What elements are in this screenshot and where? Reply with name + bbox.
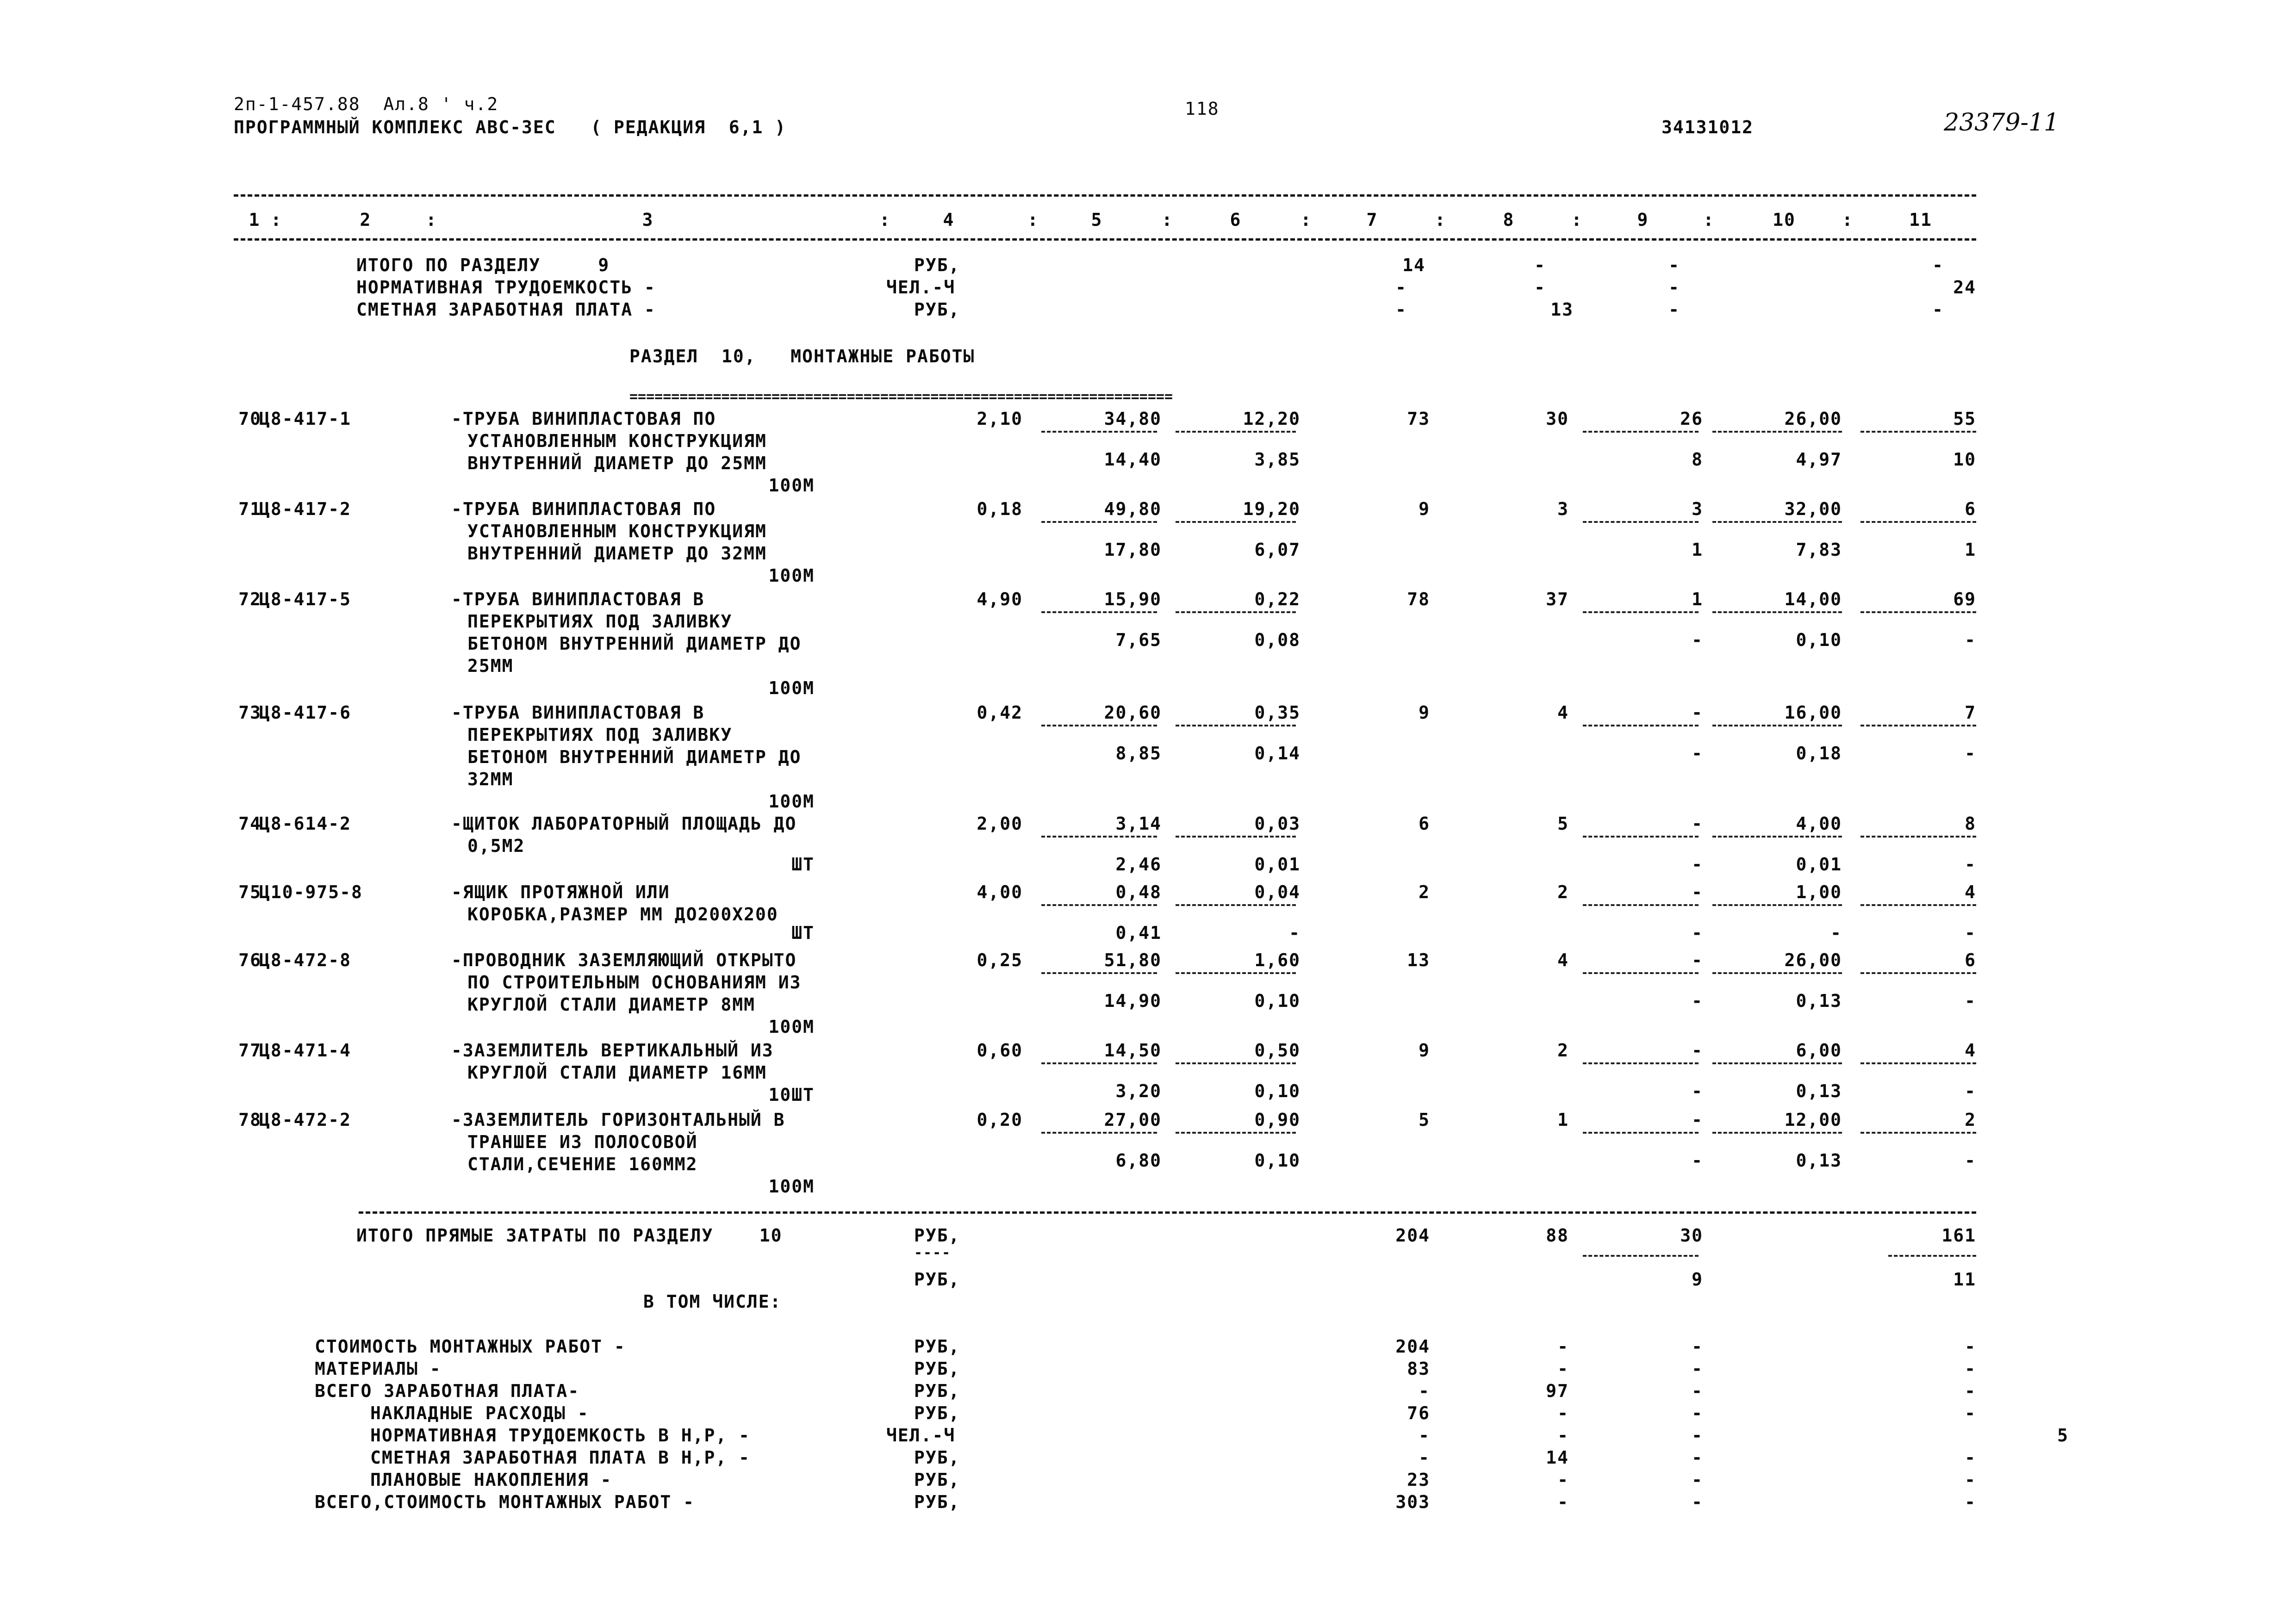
item-quantity: 0,20 — [977, 1110, 1023, 1130]
item-code: Ц8-417-5 — [259, 589, 352, 609]
total-cost: 9 — [1419, 702, 1430, 723]
item-description: БЕТОНОМ ВНУТРЕННИЙ ДИАМЕТР ДО — [467, 747, 802, 767]
item-number: 71 — [238, 499, 261, 519]
summary-unit: ЧЕЛ.-Ч — [886, 1425, 956, 1446]
total-cost: 6 — [1419, 813, 1430, 834]
summary-wages: - — [1557, 1359, 1569, 1379]
labor-total: 2 — [1965, 1110, 1976, 1130]
unit-price: 27,00 — [1104, 1110, 1162, 1130]
item-quantity: 0,18 — [977, 499, 1023, 519]
item-description: ТРАНШЕЕ ИЗ ПОЛОСОВОЙ — [467, 1132, 698, 1152]
summary-labor: - — [1692, 1492, 1703, 1512]
subtotal-rule — [1176, 904, 1296, 906]
labor-total: 4 — [1965, 1040, 1976, 1061]
item-number: 70 — [238, 409, 261, 429]
unit-price-wages: 0,90 — [1254, 1110, 1300, 1130]
summary-cost: - — [1419, 1381, 1430, 1401]
summary-wages: - — [1557, 1403, 1569, 1423]
section9-total-unit: РУБ, — [914, 255, 960, 275]
labor-hours: 3 — [1692, 499, 1703, 519]
labor-total-sub: 1 — [1965, 540, 1976, 560]
item-description: КРУГЛОЙ СТАЛИ ДИАМЕТР 16ММ — [467, 1062, 767, 1083]
labor-total: 8 — [1965, 813, 1976, 834]
unit-price: 49,80 — [1104, 499, 1162, 519]
column-header-9: 9 — [1637, 210, 1649, 230]
item-unit: 100М — [768, 565, 815, 586]
section9-total-label: ИТОГО ПО РАЗДЕЛУ 9 — [356, 255, 610, 275]
item-code: Ц10-975-8 — [259, 882, 363, 902]
summary-labor-total: - — [1965, 1381, 1976, 1401]
labor-hours: 1 — [1692, 589, 1703, 609]
item-description: КРУГЛОЙ СТАЛИ ДИАМЕТР 8ММ — [467, 994, 755, 1015]
unit-price-materials: 7,65 — [1115, 630, 1162, 650]
item-unit: 100М — [768, 1017, 815, 1037]
subtotal-rule — [1176, 611, 1296, 613]
subtotal-rule — [1712, 1062, 1842, 1064]
summary-wages: - — [1557, 1492, 1569, 1512]
summary-unit: РУБ, — [914, 1470, 960, 1490]
subtotal-rule — [1860, 836, 1976, 838]
header-top-rule — [234, 194, 1976, 197]
item-description: ВНУТРЕННИЙ ДИАМЕТР ДО 25ММ — [467, 453, 767, 473]
subtotal-rule — [1712, 904, 1842, 906]
summary-unit: РУБ, — [914, 1359, 960, 1379]
item-code: Ц8-472-8 — [259, 950, 352, 970]
summary-wages: 14 — [1546, 1447, 1569, 1468]
labor-norm: 26,00 — [1784, 950, 1842, 970]
item-description: -ТРУБА ВИНИПЛАСТОВАЯ В — [451, 589, 705, 609]
unit-price-materials: 0,41 — [1115, 923, 1162, 943]
subtotal-rule — [1712, 611, 1842, 613]
labor-norm-sub: 0,18 — [1796, 743, 1842, 763]
labor-hours-sub: - — [1692, 854, 1703, 875]
total-wages: 30 — [1546, 409, 1569, 429]
item-description: ПО СТРОИТЕЛЬНЫМ ОСНОВАНИЯМ ИЗ — [467, 972, 802, 993]
summary-wages: - — [1557, 1470, 1569, 1490]
item-description: -ЗАЗЕМЛИТЕЛЬ ГОРИЗОНТАЛЬНЫЙ В — [451, 1110, 785, 1130]
subtotal-rule — [1860, 972, 1976, 974]
subtotal-rule — [1583, 972, 1699, 974]
item-description: -ТРУБА ВИНИПЛАСТОВАЯ ПО — [451, 409, 716, 429]
unit-price-machines: 0,14 — [1254, 743, 1300, 763]
unit-price-materials: 14,40 — [1104, 449, 1162, 470]
subtotal-rule — [1176, 725, 1296, 726]
summary-labor: - — [1692, 1381, 1703, 1401]
item-description: КОРОБКА,РАЗМЕР ММ ДО200Х200 — [467, 904, 778, 925]
unit-price-machines: 3,85 — [1254, 449, 1300, 470]
item-code: Ц8-472-2 — [259, 1110, 352, 1130]
summary-labor-total: - — [1965, 1336, 1976, 1357]
labor-total-sub: - — [1965, 991, 1976, 1011]
subtotal-rule — [1712, 431, 1842, 433]
unit-price-wages: 19,20 — [1243, 499, 1300, 519]
summary-wages: - — [1557, 1425, 1569, 1446]
labor-hours-sub: - — [1692, 991, 1703, 1011]
total-cost: 73 — [1407, 409, 1430, 429]
unit-price: 20,60 — [1104, 702, 1162, 723]
labor-norm-sub: 0,13 — [1796, 991, 1842, 1011]
total-cost: 78 — [1407, 589, 1430, 609]
unit-price: 3,14 — [1115, 813, 1162, 834]
labor-norm-sub: 0,10 — [1796, 630, 1842, 650]
subtotal-rule — [1041, 521, 1157, 523]
unit-price-machines: 6,07 — [1254, 540, 1300, 560]
labor-total-sub: 10 — [1953, 449, 1976, 470]
item-unit: 10ШТ — [768, 1085, 815, 1105]
totals-rule — [359, 1211, 1976, 1214]
labor-total-sub: - — [1965, 1150, 1976, 1171]
unit-price-wages: 0,50 — [1254, 1040, 1300, 1061]
subtotal-rule — [1176, 431, 1296, 433]
item-description: -ТРУБА ВИНИПЛАСТОВАЯ ПО — [451, 499, 716, 519]
summary-label: ПЛАНОВЫЕ НАКОПЛЕНИЯ - — [370, 1470, 612, 1490]
subtotal-rule — [1583, 836, 1699, 838]
labor-hours: 26 — [1680, 409, 1703, 429]
subtotal-rule — [1041, 611, 1157, 613]
total-cost: 9 — [1419, 1040, 1430, 1061]
item-quantity: 4,90 — [977, 589, 1023, 609]
subtotal-rule — [1583, 1062, 1699, 1064]
summary-unit: РУБ, — [914, 1492, 960, 1512]
total-cost: 5 — [1419, 1110, 1430, 1130]
unit-price: 0,48 — [1115, 882, 1162, 902]
labor-hours: - — [1692, 950, 1703, 970]
unit-price-machines: 0,10 — [1254, 1081, 1300, 1101]
unit-price: 15,90 — [1104, 589, 1162, 609]
labor-total-sub: - — [1965, 854, 1976, 875]
labor-total: 4 — [1965, 882, 1976, 902]
subtotal-rule — [1583, 611, 1699, 613]
direct-total-label: ИТОГО ПРЯМЫЕ ЗАТРАТЫ ПО РАЗДЕЛУ 10 — [356, 1225, 783, 1246]
subtotal-rule — [1176, 521, 1296, 523]
labor-total: 69 — [1953, 589, 1976, 609]
labor-hours-sub: 8 — [1692, 449, 1703, 470]
labor-total-sub: - — [1965, 1081, 1976, 1101]
total-wages: 4 — [1557, 950, 1569, 970]
summary-label: МАТЕРИАЛЫ - — [315, 1359, 442, 1379]
subtotal-rule — [1583, 904, 1699, 906]
labor-total-sub: - — [1965, 743, 1976, 763]
unit-price-machines: 0,08 — [1254, 630, 1300, 650]
item-number: 78 — [238, 1110, 261, 1130]
summary-cost: 23 — [1407, 1470, 1430, 1490]
item-number: 77 — [238, 1040, 261, 1061]
item-description: -ЗАЗЕМЛИТЕЛЬ ВЕРТИКАЛЬНЫЙ ИЗ — [451, 1040, 774, 1061]
total-wages: 37 — [1546, 589, 1569, 609]
labor-hours-sub: - — [1692, 743, 1703, 763]
unit-price: 34,80 — [1104, 409, 1162, 429]
item-description: -ЩИТОК ЛАБОРАТОРНЫЙ ПЛОЩАДЬ ДО — [451, 813, 797, 834]
unit-price-machines: 0,01 — [1254, 854, 1300, 875]
section9-labor-label: НОРМАТИВНАЯ ТРУДОЕМКОСТЬ - — [356, 277, 656, 298]
subtotal-rule — [1041, 431, 1157, 433]
summary-label: НОРМАТИВНАЯ ТРУДОЕМКОСТЬ В Н,Р, - — [370, 1425, 750, 1446]
unit-price-wages: 0,22 — [1254, 589, 1300, 609]
item-description: -ПРОВОДНИК ЗАЗЕМЛЯЮЩИЙ ОТКРЫТО — [451, 950, 797, 970]
item-number: 72 — [238, 589, 261, 609]
summary-labor: - — [1692, 1470, 1703, 1490]
column-header-4: 4 — [943, 210, 955, 230]
item-number: 74 — [238, 813, 261, 834]
labor-norm-sub: 0,01 — [1796, 854, 1842, 875]
item-description: 0,5М2 — [467, 836, 525, 856]
summary-labor-total: - — [1965, 1492, 1976, 1512]
item-unit: 100М — [768, 791, 815, 812]
total-cost: 13 — [1407, 950, 1430, 970]
unit-price-materials: 14,90 — [1104, 991, 1162, 1011]
subtotal-rule — [1176, 836, 1296, 838]
total-wages: 1 — [1557, 1110, 1569, 1130]
document-page: 2п-1-457.88 Ал.8 ' ч.2 ПРОГРАММНЫЙ КОМПЛЕКС АВС-ЗЕС ( РЕДАКЦИЯ 6,1 ) 118 34131012 23379-11 1 : 2 : 3 : 4 : 5 : 6 : 7 : 8 : 9 : 10 : 11 ИТОГО ПО РАЗДЕЛУ 9 РУБ, 14 - - - НОРМАТИВНАЯ ТРУДОЕМКОСТЬ - ЧЕЛ.-Ч - - - 24 СМЕТНАЯ ЗАРАБОТНАЯ ПЛАТА - РУБ, - 13 - - РАЗДЕЛ 10, МОНТАЖНЫЕ РАБОТЫ ================================================================= 70 Ц8-417-1 -ТРУБА ВИНИПЛАСТОВАЯ ПО УСТАНОВЛЕННЫМ КОНСТРУКЦИЯМ ВНУТРЕННИЙ ДИАМЕТР ДО 25ММ 100М 2,10 34,80 12,20 73 30 26 26,00 55 14,40 3,85 8 4,97 10 71 Ц8-417-2 -ТРУБА ВИНИПЛАСТОВАЯ ПО УСТАНОВЛЕННЫМ КОНСТРУКЦИЯМ ВНУТРЕННИЙ ДИАМЕТР ДО 32ММ 100М 0,18 49,80 19,20 9 3 3 32,00 6 17,80 6,07 1 7,83 1 72 Ц8-417-5 -ТРУБА ВИНИПЛАСТОВАЯ В ПЕРЕКРЫТИЯХ ПОД ЗАЛИВКУ БЕТОНОМ ВНУТРЕННИЙ ДИАМЕТР ДО 25ММ 100М 4,90 15,90 0,22 78 37 1 14,00 69 7,65 0,08 - 0,10 - 73 Ц8-417-6 -ТРУБА ВИНИПЛАСТОВАЯ В ПЕРЕКРЫТИЯХ ПОД ЗАЛИВКУ БЕТОНОМ ВНУТРЕННИЙ ДИАМЕТР ДО 32ММ 100М 0,42 20,60 0,35 9 4 - 16,00 7 8,85 0,14 - 0,18 - 74 Ц8-614-2 -ЩИТОК ЛАБОРАТОРНЫЙ ПЛОЩАДЬ ДО 0,5М2 ШТ 2,00 3,14 0,03 6 5 - 4,00 8 2,46 0,01 - 0,01 - 75 Ц10-975-8 -ЯЩИК ПРОТЯЖНОЙ ИЛИ КОРОБКА,РАЗМЕР ММ ДО200Х200 ШТ 4,00 0,48 0,04 2 2 - 1,00 4 0,41 - - - - 76 Ц8-472-8 -ПРОВОДНИК ЗАЗЕМЛЯЮЩИЙ ОТКРЫТО ПО СТРОИТЕЛЬНЫМ ОСНОВАНИЯМ ИЗ КРУГЛОЙ СТАЛИ ДИАМЕТР 8ММ 100М 0,25 51,80 1,60 13 4 - 26,00 6 14,90 0,10 - 0,13 - 77 Ц8-471-4 -ЗАЗЕМЛИТЕЛЬ ВЕРТИКАЛЬНЫЙ ИЗ КРУГЛОЙ СТАЛИ ДИАМЕТР 16ММ 10ШТ 0,60 14,50 0,50 9 2 - 6,00 4 3,20 0,10 - 0,13 - 78 Ц8-472-2 -ЗАЗЕМЛИТЕЛЬ ГОРИЗОНТАЛЬНЫЙ В ТРАНШЕЕ ИЗ ПОЛОСОВОЙ СТАЛИ,СЕЧЕНИЕ 160ММ2 100М 0,20 27,00 0,90 5 1 - 12,00 2 6,80 0,10 - 0,13 - ИТОГО ПРЯМЫЕ ЗАТРАТЫ ПО РАЗДЕЛУ 10 РУБ, ---- 204 88 30 161 РУБ, 9 11 В ТОМ ЧИСЛЕ: СТОИМОСТЬ МОНТАЖНЫХ РАБОТ - РУБ, 204 - - - МАТЕРИАЛЫ - РУБ, 83 - - - ВСЕГО ЗАРАБОТНАЯ ПЛАТА- РУБ, - 97 - - НАКЛАДНЫЕ РАСХОДЫ - РУБ, 76 - - - НОРМАТИВНАЯ ТРУДОЕМКОСТЬ В Н,Р, - ЧЕЛ.-Ч - - - 5 СМЕТНАЯ ЗАРАБОТНАЯ ПЛАТА В Н,Р, - РУБ, - 14 - - ПЛАНОВЫЕ НАКОПЛЕНИЯ - РУБ, 23 - - - ВСЕГО,СТОИМОСТЬ МОНТАЖНЫХ РАБОТ - РУБ, 303 - - - — [234, 94, 2069, 1512]
summary-labor-total: 5 — [2057, 1425, 2069, 1446]
labor-norm-sub: 7,83 — [1796, 540, 1842, 560]
album-reference: 2п-1-457.88 Ал.8 ' ч.2 — [234, 94, 499, 114]
item-description: СТАЛИ,СЕЧЕНИЕ 160ММ2 — [467, 1154, 698, 1174]
labor-hours-sub: - — [1692, 1081, 1703, 1101]
total-wages: 4 — [1557, 702, 1569, 723]
subtotal-rule — [1860, 611, 1976, 613]
subtotal-rule — [1583, 725, 1699, 726]
total-cost: 9 — [1419, 499, 1430, 519]
unit-price-wages: 0,35 — [1254, 702, 1300, 723]
total-wages: 2 — [1557, 882, 1569, 902]
labor-norm-sub: 4,97 — [1796, 449, 1842, 470]
summary-unit: РУБ, — [914, 1447, 960, 1468]
subtotal-rule — [1176, 972, 1296, 974]
item-description: БЕТОНОМ ВНУТРЕННИЙ ДИАМЕТР ДО — [467, 633, 802, 654]
unit-price-machines: - — [1289, 923, 1300, 943]
item-code: Ц8-614-2 — [259, 813, 352, 834]
labor-total-sub: - — [1965, 630, 1976, 650]
labor-total: 7 — [1965, 702, 1976, 723]
column-header-11: 11 — [1909, 210, 1932, 230]
column-header-6: 6 — [1230, 210, 1242, 230]
subtotal-rule — [1712, 972, 1842, 974]
item-quantity: 2,00 — [977, 813, 1023, 834]
labor-hours: - — [1692, 813, 1703, 834]
column-header-5: 5 — [1091, 210, 1103, 230]
subtotal-rule — [1176, 1132, 1296, 1134]
subtotal-rule — [1041, 904, 1157, 906]
subtotal-rule — [1041, 1062, 1157, 1064]
summary-unit: РУБ, — [914, 1381, 960, 1401]
labor-norm: 1,00 — [1796, 882, 1842, 902]
item-quantity: 2,10 — [977, 409, 1023, 429]
labor-total: 55 — [1953, 409, 1976, 429]
item-description: УСТАНОВЛЕННЫМ КОНСТРУКЦИЯМ — [467, 521, 767, 541]
labor-norm-sub: - — [1830, 923, 1842, 943]
total-wages: 3 — [1557, 499, 1569, 519]
summary-cost: - — [1419, 1425, 1430, 1446]
summary-label: ВСЕГО,СТОИМОСТЬ МОНТАЖНЫХ РАБОТ - — [315, 1492, 695, 1512]
summary-labor-total: - — [1965, 1403, 1976, 1423]
item-quantity: 0,25 — [977, 950, 1023, 970]
column-header-8: 8 — [1503, 210, 1515, 230]
labor-norm: 26,00 — [1784, 409, 1842, 429]
labor-hours: - — [1692, 882, 1703, 902]
unit-price: 51,80 — [1104, 950, 1162, 970]
handwritten-document-number: 23379-11 — [1944, 109, 2060, 137]
item-description: 32ММ — [467, 769, 514, 789]
item-code: Ц8-417-1 — [259, 409, 352, 429]
subtotal-rule — [1712, 836, 1842, 838]
section-title: РАЗДЕЛ 10, МОНТАЖНЫЕ РАБОТЫ — [629, 346, 975, 366]
unit-price-materials: 2,46 — [1115, 854, 1162, 875]
labor-total: 6 — [1965, 950, 1976, 970]
item-description: УСТАНОВЛЕННЫМ КОНСТРУКЦИЯМ — [467, 431, 767, 451]
total-wages: 5 — [1557, 813, 1569, 834]
section-title-underline: ================================================================= — [629, 389, 1173, 405]
unit-price-machines: 0,10 — [1254, 991, 1300, 1011]
labor-total-sub: - — [1965, 923, 1976, 943]
item-description: ВНУТРЕННИЙ ДИАМЕТР ДО 32ММ — [467, 543, 767, 564]
item-description: 25ММ — [467, 656, 514, 676]
total-wages: 2 — [1557, 1040, 1569, 1061]
labor-hours-sub: - — [1692, 630, 1703, 650]
column-header-1: 1 — [249, 210, 261, 230]
labor-norm: 14,00 — [1784, 589, 1842, 609]
subtotal-rule — [1583, 431, 1699, 433]
subtotal-rule — [1041, 836, 1157, 838]
labor-norm: 12,00 — [1784, 1110, 1842, 1130]
labor-norm: 4,00 — [1796, 813, 1842, 834]
summary-labor: - — [1692, 1359, 1703, 1379]
item-description: -ЯЩИК ПРОТЯЖНОЙ ИЛИ — [451, 882, 670, 902]
labor-hours: - — [1692, 702, 1703, 723]
summary-cost: 204 — [1395, 1336, 1430, 1357]
total-cost: 2 — [1419, 882, 1430, 902]
subtotal-rule — [1041, 972, 1157, 974]
item-unit: 100М — [768, 1176, 815, 1197]
summary-unit: РУБ, — [914, 1403, 960, 1423]
item-unit: ШТ — [791, 923, 815, 943]
item-unit: 100М — [768, 475, 815, 496]
column-header-3: 3 — [642, 210, 654, 230]
summary-label: ВСЕГО ЗАРАБОТНАЯ ПЛАТА- — [315, 1381, 580, 1401]
unit-price-materials: 17,80 — [1104, 540, 1162, 560]
summary-labor-total: - — [1965, 1447, 1976, 1468]
unit-price-wages: 0,04 — [1254, 882, 1300, 902]
item-quantity: 0,60 — [977, 1040, 1023, 1061]
summary-labor: - — [1692, 1425, 1703, 1446]
unit-price-materials: 8,85 — [1115, 743, 1162, 763]
summary-wages: 97 — [1546, 1381, 1569, 1401]
labor-norm: 32,00 — [1784, 499, 1842, 519]
subtotal-rule — [1860, 431, 1976, 433]
subtotal-rule — [1860, 904, 1976, 906]
page-number: 118 — [1185, 99, 1220, 119]
labor-hours-sub: 1 — [1692, 540, 1703, 560]
summary-label: СМЕТНАЯ ЗАРАБОТНАЯ ПЛАТА В Н,Р, - — [370, 1447, 750, 1468]
summary-labor: - — [1692, 1403, 1703, 1423]
summary-wages: - — [1557, 1336, 1569, 1357]
summary-unit: РУБ, — [914, 1336, 960, 1357]
summary-cost: 76 — [1407, 1403, 1430, 1423]
subtotal-rule — [1041, 725, 1157, 726]
item-code: Ц8-471-4 — [259, 1040, 352, 1061]
summary-labor: - — [1692, 1447, 1703, 1468]
item-unit: 100М — [768, 678, 815, 698]
labor-total: 6 — [1965, 499, 1976, 519]
unit-price-wages: 0,03 — [1254, 813, 1300, 834]
summary-labor-total: - — [1965, 1359, 1976, 1379]
program-title: ПРОГРАММНЫЙ КОМПЛЕКС АВС-ЗЕС ( РЕДАКЦИЯ 6,1 ) — [234, 117, 787, 137]
section9-wage-label: СМЕТНАЯ ЗАРАБОТНАЯ ПЛАТА - — [356, 299, 656, 320]
unit-price-wages: 12,20 — [1243, 409, 1300, 429]
including-heading: В ТОМ ЧИСЛЕ: — [643, 1291, 782, 1312]
subtotal-rule — [1712, 521, 1842, 523]
unit-price-materials: 3,20 — [1115, 1081, 1162, 1101]
item-description: ПЕРЕКРЫТИЯХ ПОД ЗАЛИВКУ — [467, 611, 733, 632]
unit-price: 14,50 — [1104, 1040, 1162, 1061]
subtotal-rule — [1583, 521, 1699, 523]
column-header-10: 10 — [1773, 210, 1796, 230]
item-description: ПЕРЕКРЫТИЯХ ПОД ЗАЛИВКУ — [467, 725, 733, 745]
subtotal-rule — [1860, 521, 1976, 523]
column-header-2: 2 — [360, 210, 372, 230]
labor-hours-sub: - — [1692, 1150, 1703, 1171]
summary-label: СТОИМОСТЬ МОНТАЖНЫХ РАБОТ - — [315, 1336, 626, 1357]
item-description: -ТРУБА ВИНИПЛАСТОВАЯ В — [451, 702, 705, 723]
document-code: 34131012 — [1661, 117, 1754, 137]
subtotal-rule — [1041, 1132, 1157, 1134]
unit-price-machines: 0,10 — [1254, 1150, 1300, 1171]
labor-hours-sub: - — [1692, 923, 1703, 943]
subtotal-rule — [1176, 1062, 1296, 1064]
column-header-7: 7 — [1366, 210, 1378, 230]
subtotal-rule — [1583, 1132, 1699, 1134]
subtotal-rule — [1712, 1132, 1842, 1134]
labor-hours: - — [1692, 1110, 1703, 1130]
subtotal-rule — [1860, 1132, 1976, 1134]
labor-norm-sub: 0,13 — [1796, 1150, 1842, 1171]
summary-cost: 303 — [1395, 1492, 1430, 1512]
subtotal-rule — [1860, 1062, 1976, 1064]
labor-norm: 16,00 — [1784, 702, 1842, 723]
item-quantity: 4,00 — [977, 882, 1023, 902]
item-number: 73 — [238, 702, 261, 723]
header-bottom-rule — [234, 238, 1976, 241]
unit-price-materials: 6,80 — [1115, 1150, 1162, 1171]
item-code: Ц8-417-2 — [259, 499, 352, 519]
labor-norm-sub: 0,13 — [1796, 1081, 1842, 1101]
item-unit: ШТ — [791, 854, 815, 875]
summary-label: НАКЛАДНЫЕ РАСХОДЫ - — [370, 1403, 589, 1423]
summary-cost: - — [1419, 1447, 1430, 1468]
item-number: 76 — [238, 950, 261, 970]
item-code: Ц8-417-6 — [259, 702, 352, 723]
subtotal-rule — [1860, 725, 1976, 726]
item-quantity: 0,42 — [977, 702, 1023, 723]
item-number: 75 — [238, 882, 261, 902]
summary-cost: 83 — [1407, 1359, 1430, 1379]
labor-norm: 6,00 — [1796, 1040, 1842, 1061]
subtotal-rule — [1712, 725, 1842, 726]
unit-price-wages: 1,60 — [1254, 950, 1300, 970]
summary-labor-total: - — [1965, 1470, 1976, 1490]
summary-labor: - — [1692, 1336, 1703, 1357]
labor-hours: - — [1692, 1040, 1703, 1061]
